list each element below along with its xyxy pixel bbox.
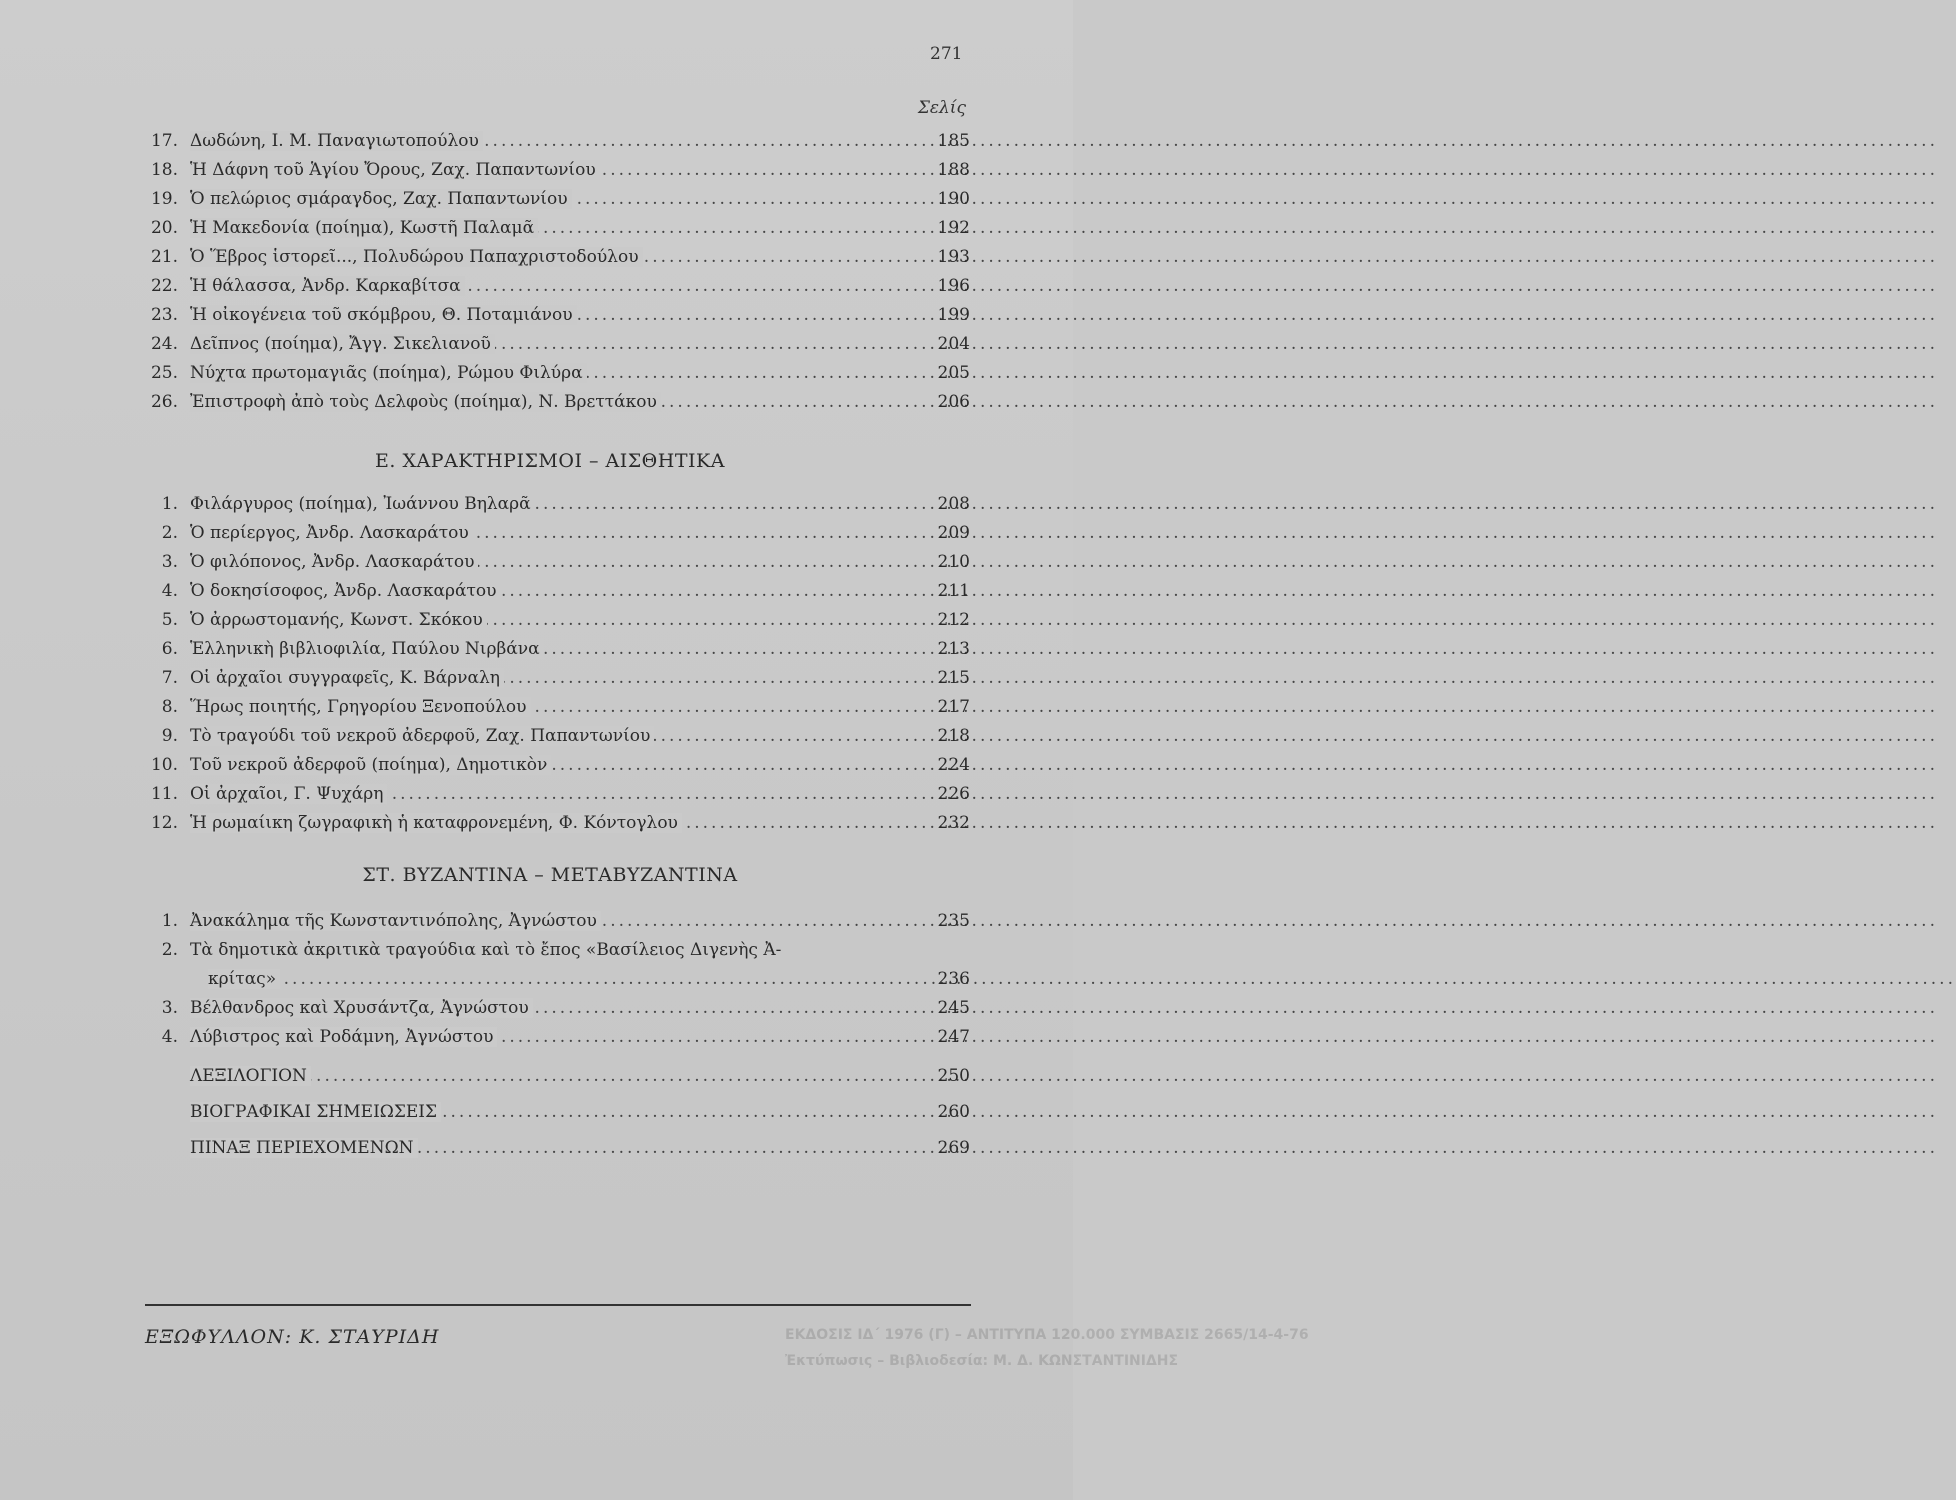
toc-appendix-entry: ΛΕΞΙΛΟΓΙΟΝ ..... 250 <box>130 1062 970 1098</box>
page-number: 271 <box>930 44 963 64</box>
toc-entry: 26. Ἐπιστροφὴ ἀπὸ τοὺς Δελφοὺς (ποίημα), Ν. Βρεττάκου ..... 206 <box>130 388 970 417</box>
bleed-through-text: ΕΚΔΟΣΙΣ ΙΔ΄ 1976 (Γ) – ΑΝΤΙΤΥΠΑ 120.000 ΣΥΜΒΑΣΙΣ 2665/14-4-76 Ἐκτύπωσις – Βιβλιοδεσία: Μ. Δ. ΚΩΝΣΤΑΝΤΙΝΙΔΗΣ <box>785 1327 1309 1369</box>
toc-entry: 5. Ὁ ἀρρωστομανής, Κωνστ. Σκόκου ..... 212 <box>130 606 970 635</box>
toc-entry: 24. Δεῖπνος (ποίημα), Ἄγγ. Σικελιανοῦ ..... 204 <box>130 330 970 359</box>
toc-entry: 20. Ἡ Μακεδονία (ποίημα), Κωστῆ Παλαμᾶ ..... 192 <box>130 214 970 243</box>
toc-entry: 10. Τοῦ νεκροῦ ἀδερφοῦ (ποίημα), Δημοτικὸν ..... 224 <box>130 751 970 780</box>
toc-section-continued <box>130 127 970 417</box>
toc-section-characterizations <box>130 490 970 838</box>
toc-entry: 17. Δωδώνη, Ι. Μ. Παναγιωτοπούλου ..... 185 <box>130 127 970 156</box>
footer-rule <box>145 1304 971 1306</box>
toc-entry: 7. Οἱ ἀρχαῖοι συγγραφεῖς, Κ. Βάρναλη ..... 215 <box>130 664 970 693</box>
toc-entry: 12. Ἡ ρωμαίικη ζωγραφικὴ ἡ καταφρονεμένη, Φ. Κόντογλου ..... 232 <box>130 809 970 838</box>
toc-entry: 25. Νύχτα πρωτομαγιᾶς (ποίημα), Ρώμου Φιλύρα ..... 205 <box>130 359 970 388</box>
toc-appendix-entry: ΒΙΟΓΡΑΦΙΚΑΙ ΣΗΜΕΙΩΣΕΙΣ ..... 260 <box>130 1098 970 1134</box>
toc-entry: 9. Τὸ τραγούδι τοῦ νεκροῦ ἀδερφοῦ, Ζαχ. Παπαντωνίου ..... 218 <box>130 722 970 751</box>
toc-entry: 18. Ἡ Δάφνη τοῦ Ἁγίου Ὄρους, Ζαχ. Παπαντωνίου ..... 188 <box>130 156 970 185</box>
toc-entry: 22. Ἡ θάλασσα, Ἀνδρ. Καρκαβίτσα ..... 196 <box>130 272 970 301</box>
section-heading-byzantine: ΣΤ. ΒΥΖΑΝΤΙΝΑ – ΜΕΤΑΒΥΖΑΝΤΙΝΑ <box>362 864 738 886</box>
column-header-page: Σελίς <box>917 98 966 118</box>
toc-entry: 19. Ὁ πελώριος σμάραγδος, Ζαχ. Παπαντωνίου ..... 190 <box>130 185 970 214</box>
toc-entry: 6. Ἑλληνικὴ βιβλιοφιλία, Παύλου Νιρβάνα ..... 213 <box>130 635 970 664</box>
toc-appendix-entry: ΠΙΝΑΞ ΠΕΡΙΕΧΟΜΕΝΩΝ ..... 269 <box>130 1134 970 1170</box>
toc-entry: 1. Ἀνακάλημα τῆς Κωνσταντινόπολης, Ἀγνώστου ..... 235 <box>130 907 970 936</box>
toc-entry: 4. Ὁ δοκησίσοφος, Ἀνδρ. Λασκαράτου ..... 211 <box>130 577 970 606</box>
toc-entry: 3. Βέλθανδρος καὶ Χρυσάντζα, Ἀγνώστου ..... 245 <box>130 994 970 1023</box>
toc-entry: 3. Ὁ φιλόπονος, Ἀνδρ. Λασκαράτου ..... 210 <box>130 548 970 577</box>
toc-entry: 2. Ὁ περίεργος, Ἀνδρ. Λασκαράτου ..... 209 <box>130 519 970 548</box>
toc-entry: 4. Λύβιστρος καὶ Ροδάμνη, Ἀγνώστου ..... 247 <box>130 1023 970 1052</box>
toc-appendix <box>130 1062 970 1170</box>
section-heading-characterizations: Ε. ΧΑΡΑΚΤΗΡΙΣΜΟΙ – ΑΙΣΘΗΤΙΚΑ <box>375 450 725 472</box>
toc-entry: 8. Ἥρως ποιητής, Γρηγορίου Ξενοπούλου ..... 217 <box>130 693 970 722</box>
cover-credit: ΕΞΩΦΥΛΛΟΝ: Κ. ΣΤΑΥΡΙΔΗ <box>145 1326 440 1348</box>
toc-entry: 1. Φιλάργυρος (ποίημα), Ἰωάννου Βηλαρᾶ ..... 208 <box>130 490 970 519</box>
toc-entry-wrapped: 2. Τὰ δημοτικὰ ἀκριτικὰ τραγούδια καὶ τὸ ἔπος «Βασίλειος Διγενὴς Ἀ- κρίτας» ..... 236 <box>130 936 970 994</box>
toc-entry: 21. Ὁ Ἕβρος ἱστορεῖ..., Πολυδώρου Παπαχριστοδούλου ..... 193 <box>130 243 970 272</box>
toc-entry: 11. Οἱ ἀρχαῖοι, Γ. Ψυχάρη ..... 226 <box>130 780 970 809</box>
toc-entry: 23. Ἡ οἰκογένεια τοῦ σκόμβρου, Θ. Ποταμιάνου ..... 199 <box>130 301 970 330</box>
toc-section-byzantine <box>130 907 970 1052</box>
